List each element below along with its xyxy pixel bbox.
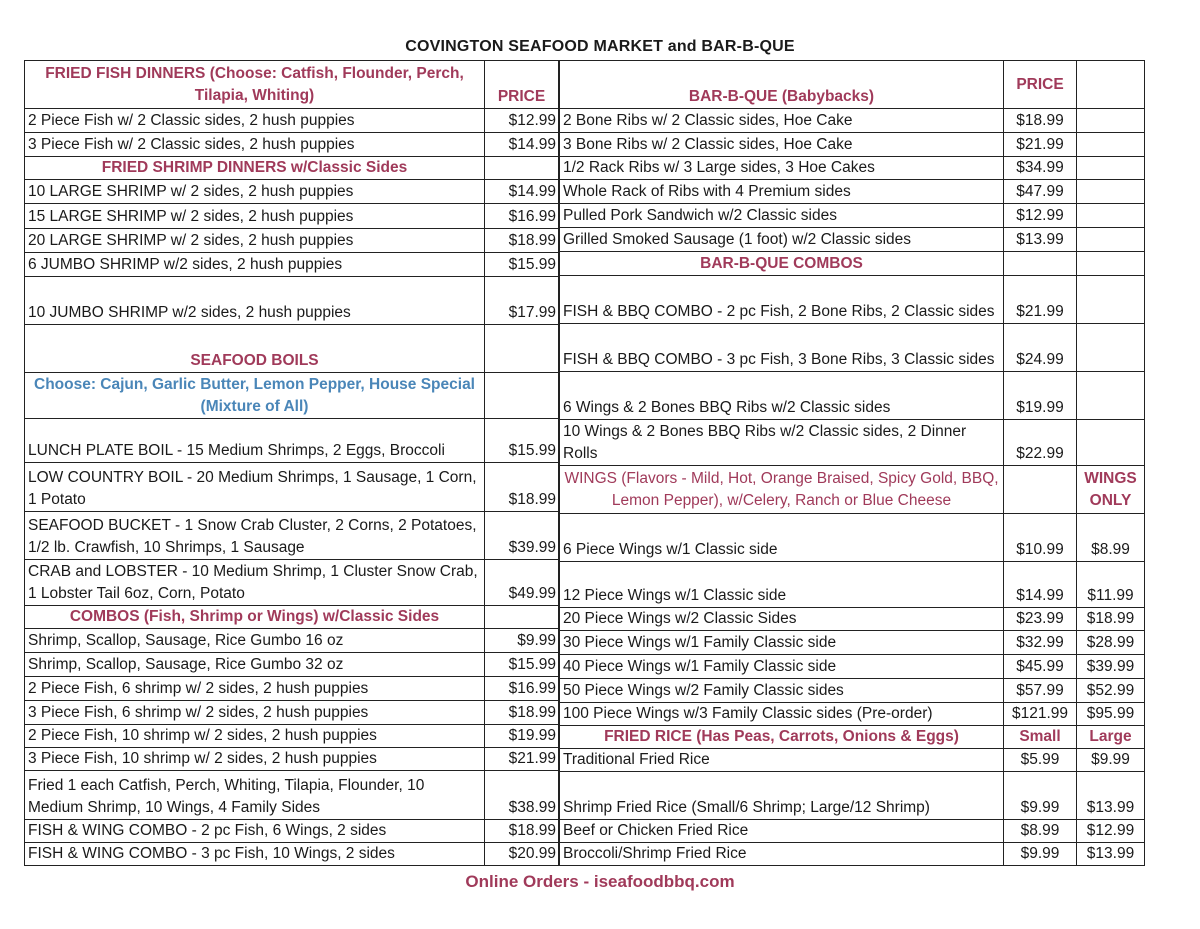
- item-price: $23.99: [1004, 608, 1077, 631]
- item-name: Shrimp, Scallop, Sausage, Rice Gumbo 16 oz: [25, 628, 485, 652]
- small-heading: Small: [1004, 726, 1077, 749]
- item-price: $19.99: [1004, 372, 1077, 420]
- table-row: [25, 180, 559, 204]
- item-price: $32.99: [1004, 631, 1077, 655]
- table-row: [25, 109, 559, 133]
- table-row: [560, 749, 1145, 772]
- table-row: [25, 324, 559, 372]
- small-price: $5.99: [1004, 749, 1077, 772]
- bbq-heading: BAR-B-QUE (Babybacks): [560, 61, 1004, 109]
- table-row: [25, 559, 559, 605]
- item-name: FISH & BBQ COMBO - 2 pc Fish, 2 Bone Ribs, 2 Classic sides: [560, 276, 1004, 324]
- item-price: $17.99: [485, 276, 559, 324]
- table-row: [560, 133, 1145, 157]
- wings-only-price: $95.99: [1077, 703, 1145, 726]
- item-price: $45.99: [1004, 655, 1077, 679]
- item-price: $47.99: [1004, 180, 1077, 204]
- table-row: [560, 109, 1145, 133]
- table-row: [560, 631, 1145, 655]
- item-name: 30 Piece Wings w/1 Family Classic side: [560, 631, 1004, 655]
- item-price: $21.99: [485, 748, 559, 771]
- small-price: $9.99: [1004, 843, 1077, 866]
- item-price: $18.99: [1004, 109, 1077, 133]
- item-name: 1/2 Rack Ribs w/ 3 Large sides, 3 Hoe Cakes: [560, 157, 1004, 180]
- item-name: FISH & WING COMBO - 3 pc Fish, 10 Wings, 2 sides: [25, 842, 485, 865]
- table-row: [560, 703, 1145, 726]
- table-row: [25, 628, 559, 652]
- item-name: 6 JUMBO SHRIMP w/2 sides, 2 hush puppies: [25, 252, 485, 276]
- item-name: Grilled Smoked Sausage (1 foot) w/2 Classic sides: [560, 228, 1004, 252]
- item-name: 3 Bone Ribs w/ 2 Classic sides, Hoe Cake: [560, 133, 1004, 157]
- item-name: FISH & BBQ COMBO - 3 pc Fish, 3 Bone Ribs, 3 Classic sides: [560, 324, 1004, 372]
- item-name: Whole Rack of Ribs with 4 Premium sides: [560, 180, 1004, 204]
- bbq-combos-heading: BAR-B-QUE COMBOS: [560, 252, 1004, 276]
- item-name: Shrimp, Scallop, Sausage, Rice Gumbo 32 oz: [25, 653, 485, 677]
- item-price: $34.99: [1004, 157, 1077, 180]
- table-row: [25, 677, 559, 701]
- item-name: Traditional Fried Rice: [560, 749, 1004, 772]
- table-row: [25, 373, 559, 419]
- fried-fish-heading: FRIED FISH DINNERS (Choose: Catfish, Flounder, Perch, Tilapia, Whiting): [25, 61, 485, 109]
- table-row: [25, 511, 559, 559]
- item-name: Shrimp Fried Rice (Small/6 Shrimp; Large/12 Shrimp): [560, 772, 1004, 820]
- item-name: 3 Piece Fish, 6 shrimp w/ 2 sides, 2 hush puppies: [25, 701, 485, 725]
- item-name: 100 Piece Wings w/3 Family Classic sides (Pre-order): [560, 703, 1004, 726]
- table-row: [560, 843, 1145, 866]
- item-price: $22.99: [1004, 420, 1077, 466]
- boils-choose-flavors: Choose: Cajun, Garlic Butter, Lemon Pepper, House Special (Mixture of All): [25, 373, 485, 419]
- item-price: $18.99: [485, 463, 559, 511]
- item-price: $9.99: [485, 628, 559, 652]
- item-price: $15.99: [485, 252, 559, 276]
- wings-only-price: $52.99: [1077, 679, 1145, 703]
- table-row: [560, 726, 1145, 749]
- online-orders-footer: Online Orders - iseafoodbbq.com: [465, 872, 735, 891]
- item-name: 2 Piece Fish, 10 shrimp w/ 2 sides, 2 hush puppies: [25, 725, 485, 748]
- large-price: $13.99: [1077, 843, 1145, 866]
- item-name: 10 JUMBO SHRIMP w/2 sides, 2 hush puppies: [25, 276, 485, 324]
- item-name: SEAFOOD BUCKET - 1 Snow Crab Cluster, 2 Corns, 2 Potatoes, 1/2 lb. Crawfish, 10 Shrimps, 1 Sausage: [25, 511, 485, 559]
- table-row: [560, 562, 1145, 608]
- item-price: $12.99: [1004, 204, 1077, 228]
- table-row: [25, 605, 559, 628]
- item-name: 10 LARGE SHRIMP w/ 2 sides, 2 hush puppies: [25, 180, 485, 204]
- table-row: [560, 157, 1145, 180]
- item-price: $14.99: [485, 133, 559, 157]
- item-name: 3 Piece Fish w/ 2 Classic sides, 2 hush puppies: [25, 133, 485, 157]
- item-price: $15.99: [485, 419, 559, 463]
- table-row: [560, 820, 1145, 843]
- right-menu-table: [559, 60, 1145, 866]
- table-row: [560, 228, 1145, 252]
- item-price: $18.99: [485, 701, 559, 725]
- large-price: $13.99: [1077, 772, 1145, 820]
- wings-only-price: $11.99: [1077, 562, 1145, 608]
- large-price: $12.99: [1077, 820, 1145, 843]
- table-row: [25, 157, 559, 180]
- table-row: [25, 419, 559, 463]
- item-price: $20.99: [485, 842, 559, 865]
- item-price: $38.99: [485, 771, 559, 819]
- item-name: Fried 1 each Catfish, Perch, Whiting, Tilapia, Flounder, 10 Medium Shrimp, 10 Wings, 4 Family Sides: [25, 771, 485, 819]
- item-price: $13.99: [1004, 228, 1077, 252]
- left-menu-table: [24, 60, 559, 866]
- item-price: $18.99: [485, 819, 559, 842]
- item-price: $21.99: [1004, 133, 1077, 157]
- item-name: 12 Piece Wings w/1 Classic side: [560, 562, 1004, 608]
- table-row: [560, 608, 1145, 631]
- item-name: 15 LARGE SHRIMP w/ 2 sides, 2 hush puppies: [25, 204, 485, 228]
- table-row: [25, 204, 559, 228]
- item-name: 20 LARGE SHRIMP w/ 2 sides, 2 hush puppies: [25, 228, 485, 252]
- menu-grid: [24, 60, 1144, 866]
- fried-rice-heading: FRIED RICE (Has Peas, Carrots, Onions & Eggs): [560, 726, 1004, 749]
- page-title: COVINGTON SEAFOOD MARKET and BAR-B-QUE: [405, 38, 795, 55]
- item-name: CRAB and LOBSTER - 10 Medium Shrimp, 1 Cluster Snow Crab, 1 Lobster Tail 6oz, Corn, Potato: [25, 559, 485, 605]
- large-price: $9.99: [1077, 749, 1145, 772]
- wings-only-price: $18.99: [1077, 608, 1145, 631]
- combos-heading: COMBOS (Fish, Shrimp or Wings) w/Classic Sides: [25, 605, 485, 628]
- table-row: [25, 819, 559, 842]
- seafood-boils-heading: SEAFOOD BOILS: [25, 324, 485, 372]
- table-row: [25, 61, 559, 109]
- item-name: LOW COUNTRY BOIL - 20 Medium Shrimps, 1 Sausage, 1 Corn, 1 Potato: [25, 463, 485, 511]
- table-row: [560, 514, 1145, 562]
- table-row: [25, 228, 559, 252]
- table-row: [560, 466, 1145, 514]
- fried-shrimp-heading: FRIED SHRIMP DINNERS w/Classic Sides: [25, 157, 485, 180]
- table-row: [560, 252, 1145, 276]
- item-name: 2 Piece Fish, 6 shrimp w/ 2 sides, 2 hush puppies: [25, 677, 485, 701]
- item-name: 20 Piece Wings w/2 Classic Sides: [560, 608, 1004, 631]
- item-name: 10 Wings & 2 Bones BBQ Ribs w/2 Classic sides, 2 Dinner Rolls: [560, 420, 1004, 466]
- large-heading: Large: [1077, 726, 1145, 749]
- table-row: [25, 133, 559, 157]
- table-row: [25, 252, 559, 276]
- wings-only-heading: WINGS ONLY: [1077, 466, 1145, 514]
- table-row: [560, 324, 1145, 372]
- item-name: 2 Piece Fish w/ 2 Classic sides, 2 hush puppies: [25, 109, 485, 133]
- item-price: $14.99: [485, 180, 559, 204]
- item-price: $16.99: [485, 204, 559, 228]
- item-price: $57.99: [1004, 679, 1077, 703]
- table-row: [25, 463, 559, 511]
- item-name: 50 Piece Wings w/2 Family Classic sides: [560, 679, 1004, 703]
- item-price: $10.99: [1004, 514, 1077, 562]
- small-price: $9.99: [1004, 772, 1077, 820]
- table-row: [560, 372, 1145, 420]
- item-name: FISH & WING COMBO - 2 pc Fish, 6 Wings, 2 sides: [25, 819, 485, 842]
- item-name: 40 Piece Wings w/1 Family Classic side: [560, 655, 1004, 679]
- item-name: 6 Wings & 2 Bones BBQ Ribs w/2 Classic sides: [560, 372, 1004, 420]
- table-row: [560, 420, 1145, 466]
- item-price: $49.99: [485, 559, 559, 605]
- table-row: [25, 653, 559, 677]
- item-name: LUNCH PLATE BOIL - 15 Medium Shrimps, 2 Eggs, Broccoli: [25, 419, 485, 463]
- price-heading: PRICE: [1004, 61, 1077, 109]
- item-name: Pulled Pork Sandwich w/2 Classic sides: [560, 204, 1004, 228]
- price-heading: PRICE: [485, 61, 559, 109]
- item-price: $121.99: [1004, 703, 1077, 726]
- item-price: $16.99: [485, 677, 559, 701]
- table-row: [25, 701, 559, 725]
- wings-heading: WINGS (Flavors - Mild, Hot, Orange Braised, Spicy Gold, BBQ, Lemon Pepper), w/Celery, Ranch or Blue Cheese: [560, 466, 1004, 514]
- item-price: $12.99: [485, 109, 559, 133]
- item-name: Beef or Chicken Fried Rice: [560, 820, 1004, 843]
- table-row: [25, 748, 559, 771]
- table-row: [25, 725, 559, 748]
- table-row: [25, 842, 559, 865]
- item-name: 2 Bone Ribs w/ 2 Classic sides, Hoe Cake: [560, 109, 1004, 133]
- item-price: $14.99: [1004, 562, 1077, 608]
- small-price: $8.99: [1004, 820, 1077, 843]
- table-row: [560, 61, 1145, 109]
- item-name: 3 Piece Fish, 10 shrimp w/ 2 sides, 2 hush puppies: [25, 748, 485, 771]
- wings-only-price: $28.99: [1077, 631, 1145, 655]
- wings-only-price: $8.99: [1077, 514, 1145, 562]
- table-row: [560, 180, 1145, 204]
- item-price: $15.99: [485, 653, 559, 677]
- table-row: [560, 655, 1145, 679]
- table-row: [560, 772, 1145, 820]
- item-name: Broccoli/Shrimp Fried Rice: [560, 843, 1004, 866]
- item-name: 6 Piece Wings w/1 Classic side: [560, 514, 1004, 562]
- table-row: [25, 771, 559, 819]
- item-price: $39.99: [485, 511, 559, 559]
- item-price: $19.99: [485, 725, 559, 748]
- item-price: $24.99: [1004, 324, 1077, 372]
- table-row: [25, 276, 559, 324]
- table-row: [560, 204, 1145, 228]
- table-row: [560, 679, 1145, 703]
- table-row: [560, 276, 1145, 324]
- item-price: $21.99: [1004, 276, 1077, 324]
- wings-only-price: $39.99: [1077, 655, 1145, 679]
- item-price: $18.99: [485, 228, 559, 252]
